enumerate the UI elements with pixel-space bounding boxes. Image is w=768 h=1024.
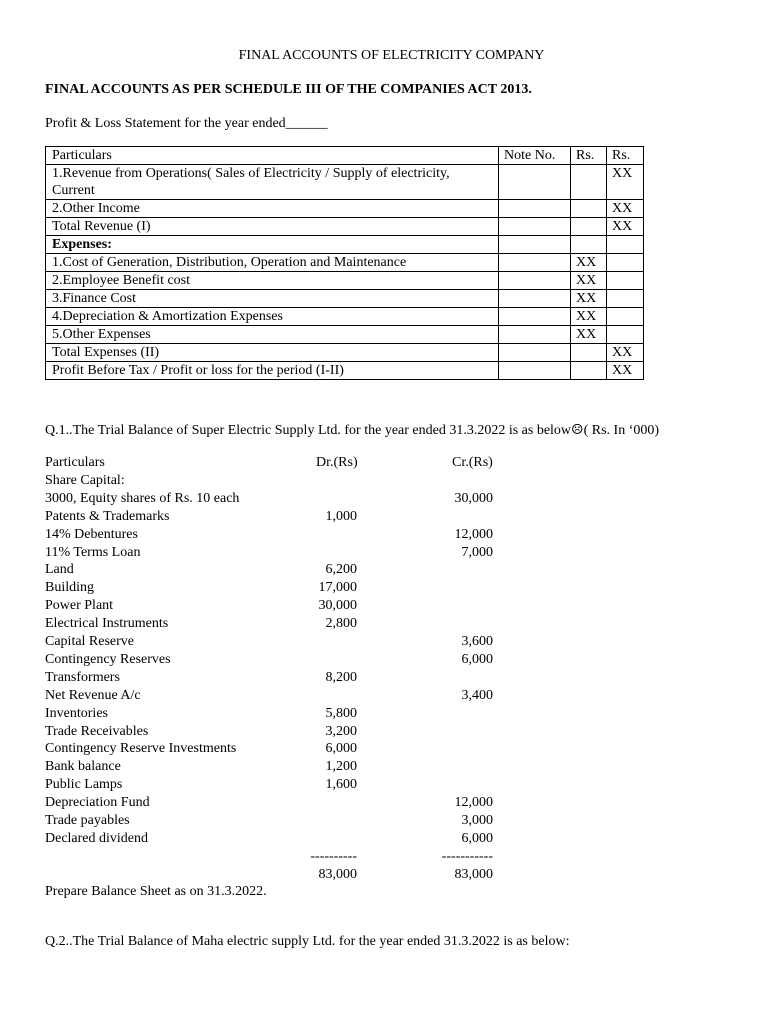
tb-row bbox=[0, 508, 768, 526]
tb-row bbox=[0, 669, 768, 687]
tb-debit: 8,200 bbox=[325, 669, 357, 685]
tb-debit: ---------- bbox=[310, 848, 357, 864]
pl-particular: 1.Cost of Generation, Distribution, Operation and Maintenance bbox=[46, 254, 499, 272]
tb-credit: 6,000 bbox=[461, 651, 493, 667]
tb-credit: ----------- bbox=[441, 848, 493, 864]
tb-particular: Building bbox=[45, 580, 95, 596]
tb-credit: 7,000 bbox=[461, 544, 493, 560]
tb-particular: 11% Terms Loan bbox=[45, 544, 141, 560]
pl-particular: 3.Finance Cost bbox=[46, 290, 499, 308]
pl-particular: Profit Before Tax / Profit or loss for the period (I-II) bbox=[46, 362, 499, 380]
pl-note bbox=[499, 344, 571, 362]
tb-particular: 3000, Equity shares of Rs. 10 each bbox=[45, 490, 240, 506]
tb-row bbox=[0, 687, 768, 705]
pl-amount-1 bbox=[571, 362, 607, 380]
pl-amount-2 bbox=[607, 236, 644, 254]
tb-particular: Net Revenue A/c bbox=[45, 687, 141, 703]
pl-note bbox=[499, 362, 571, 380]
tb-credit: Cr.(Rs) bbox=[452, 455, 493, 470]
pl-particular: 5.Other Expenses bbox=[46, 326, 499, 344]
tb-row bbox=[0, 794, 768, 812]
tb-row bbox=[0, 776, 768, 794]
pl-row bbox=[46, 254, 644, 272]
pl-particular: Total Revenue (I) bbox=[46, 218, 499, 236]
pl-row bbox=[46, 344, 644, 362]
q1-instruction: Prepare Balance Sheet as on 31.3.2022. bbox=[45, 884, 267, 899]
tb-particular: Trade Receivables bbox=[45, 723, 149, 739]
tb-particular: Transformers bbox=[45, 669, 120, 685]
tb-particular: Land bbox=[45, 562, 74, 578]
q2-question: Q.2..The Trial Balance of Maha electric supply Ltd. for the year ended 31.3.2022 is as below: bbox=[45, 934, 570, 949]
tb-credit: 6,000 bbox=[461, 830, 493, 846]
document-heading: FINAL ACCOUNTS OF ELECTRICITY COMPANY bbox=[238, 48, 545, 63]
pl-note bbox=[499, 308, 571, 326]
pl-particular: 4.Depreciation & Amortization Expenses bbox=[46, 308, 499, 326]
tb-particular: Power Plant bbox=[45, 598, 114, 614]
pl-statement-table bbox=[45, 146, 644, 380]
pl-row bbox=[46, 272, 644, 290]
tb-row bbox=[0, 812, 768, 830]
pl-amount-2: XX bbox=[607, 362, 644, 380]
pl-amount-2: XX bbox=[607, 218, 644, 236]
tb-debit: 5,800 bbox=[325, 705, 357, 721]
pl-particular: Total Expenses (II) bbox=[46, 344, 499, 362]
tb-particular: Bank balance bbox=[45, 759, 121, 775]
tb-debit: Dr.(Rs) bbox=[316, 455, 358, 470]
tb-particular: Share Capital: bbox=[45, 472, 125, 488]
tb-credit: 3,400 bbox=[461, 687, 493, 703]
tb-debit: 2,800 bbox=[325, 616, 357, 632]
tb-particular: Electrical Instruments bbox=[45, 616, 169, 632]
pl-amount-1 bbox=[571, 200, 607, 218]
pl-amount-1: XX bbox=[571, 272, 607, 290]
pl-amount-2: XX bbox=[607, 165, 644, 200]
tb-particular: Declared dividend bbox=[45, 830, 149, 846]
pl-amount-1 bbox=[571, 236, 607, 254]
tb-credit: 12,000 bbox=[454, 526, 493, 542]
pl-amount-1 bbox=[571, 165, 607, 200]
pl-note bbox=[499, 236, 571, 254]
pl-header-row bbox=[46, 147, 644, 165]
tb-debit: 6,200 bbox=[325, 562, 357, 578]
pl-row bbox=[46, 236, 644, 254]
pl-amount-2 bbox=[607, 290, 644, 308]
tb-particular: Inventories bbox=[45, 705, 108, 721]
tb-credit: 30,000 bbox=[454, 490, 493, 506]
tb-debit: 3,200 bbox=[325, 723, 357, 739]
tb-debit: 1,600 bbox=[325, 777, 357, 793]
pl-header-cell: Rs. bbox=[571, 147, 607, 165]
pl-particular: 2.Employee Benefit cost bbox=[46, 272, 499, 290]
tb-particular: Depreciation Fund bbox=[45, 795, 150, 811]
pl-row bbox=[46, 326, 644, 344]
tb-particular: Contingency Reserves bbox=[45, 651, 171, 667]
pl-row bbox=[46, 165, 644, 200]
tb-credit: 83,000 bbox=[454, 866, 493, 882]
tb-row bbox=[0, 723, 768, 741]
tb-row bbox=[0, 544, 768, 562]
pl-header-cell: Particulars bbox=[46, 147, 499, 165]
pl-header-cell: Rs. bbox=[607, 147, 644, 165]
pl-note bbox=[499, 272, 571, 290]
pl-particular: 1.Revenue from Operations( Sales of Electricity / Supply of electricity, Current bbox=[46, 165, 499, 200]
pl-amount-1 bbox=[571, 344, 607, 362]
tb-particular: Patents & Trademarks bbox=[45, 508, 170, 524]
tb-credit: 3,000 bbox=[461, 813, 493, 828]
pl-note bbox=[499, 165, 571, 200]
pl-caption: Profit & Loss Statement for the year ended______ bbox=[45, 116, 328, 131]
tb-row bbox=[0, 597, 768, 615]
pl-row bbox=[46, 218, 644, 236]
tb-particular: Public Lamps bbox=[45, 777, 123, 793]
pl-amount-2: XX bbox=[607, 200, 644, 218]
pl-amount-2 bbox=[607, 272, 644, 290]
tb-particular: Trade payables bbox=[45, 813, 130, 828]
pl-note bbox=[499, 290, 571, 308]
tb-row bbox=[0, 758, 768, 776]
pl-header-cell: Note No. bbox=[499, 147, 571, 165]
pl-note bbox=[499, 254, 571, 272]
tb-particular: 14% Debentures bbox=[45, 526, 138, 542]
pl-row bbox=[46, 308, 644, 326]
pl-amount-2: XX bbox=[607, 344, 644, 362]
tb-debit: 1,000 bbox=[325, 508, 357, 524]
pl-note bbox=[499, 326, 571, 344]
tb-row bbox=[0, 615, 768, 633]
tb-credit: 12,000 bbox=[454, 795, 493, 811]
pl-amount-1: XX bbox=[571, 290, 607, 308]
tb-row bbox=[0, 740, 768, 758]
tb-row bbox=[0, 561, 768, 579]
tb-row bbox=[0, 579, 768, 597]
tb-row bbox=[0, 866, 768, 884]
tb-debit: 30,000 bbox=[318, 598, 357, 614]
tb-row bbox=[0, 830, 768, 848]
tb-header-row bbox=[0, 454, 768, 472]
pl-amount-2 bbox=[607, 326, 644, 344]
pl-row bbox=[46, 290, 644, 308]
tb-debit: 83,000 bbox=[318, 866, 357, 882]
pl-amount-2 bbox=[607, 254, 644, 272]
tb-row bbox=[0, 651, 768, 669]
tb-debit: 1,200 bbox=[325, 759, 357, 775]
tb-row bbox=[0, 472, 768, 490]
tb-debit: 6,000 bbox=[325, 741, 357, 757]
pl-particular: 2.Other Income bbox=[46, 200, 499, 218]
pl-row bbox=[46, 200, 644, 218]
pl-amount-1: XX bbox=[571, 308, 607, 326]
pl-amount-1: XX bbox=[571, 326, 607, 344]
pl-amount-1: XX bbox=[571, 254, 607, 272]
tb-particular: Particulars bbox=[45, 455, 105, 470]
tb-particular: Contingency Reserve Investments bbox=[45, 741, 237, 757]
tb-debit: 17,000 bbox=[318, 580, 357, 596]
pl-particular: Expenses: bbox=[46, 236, 499, 254]
tb-row bbox=[0, 526, 768, 544]
tb-row bbox=[0, 490, 768, 508]
pl-note bbox=[499, 218, 571, 236]
pl-amount-1 bbox=[571, 218, 607, 236]
tb-particular: Capital Reserve bbox=[45, 634, 135, 649]
tb-row bbox=[0, 633, 768, 651]
tb-row bbox=[0, 848, 768, 866]
q1-question: Q.1..The Trial Balance of Super Electric Supply Ltd. for the year ended 31.3.2022 is as below☹( Rs. In ‘000) bbox=[45, 423, 660, 438]
tb-credit: 3,600 bbox=[461, 634, 493, 649]
pl-row bbox=[46, 362, 644, 380]
pl-amount-2 bbox=[607, 308, 644, 326]
tb-row bbox=[0, 705, 768, 723]
schedule-heading: FINAL ACCOUNTS AS PER SCHEDULE III OF THE COMPANIES ACT 2013. bbox=[45, 82, 532, 97]
pl-note bbox=[499, 200, 571, 218]
